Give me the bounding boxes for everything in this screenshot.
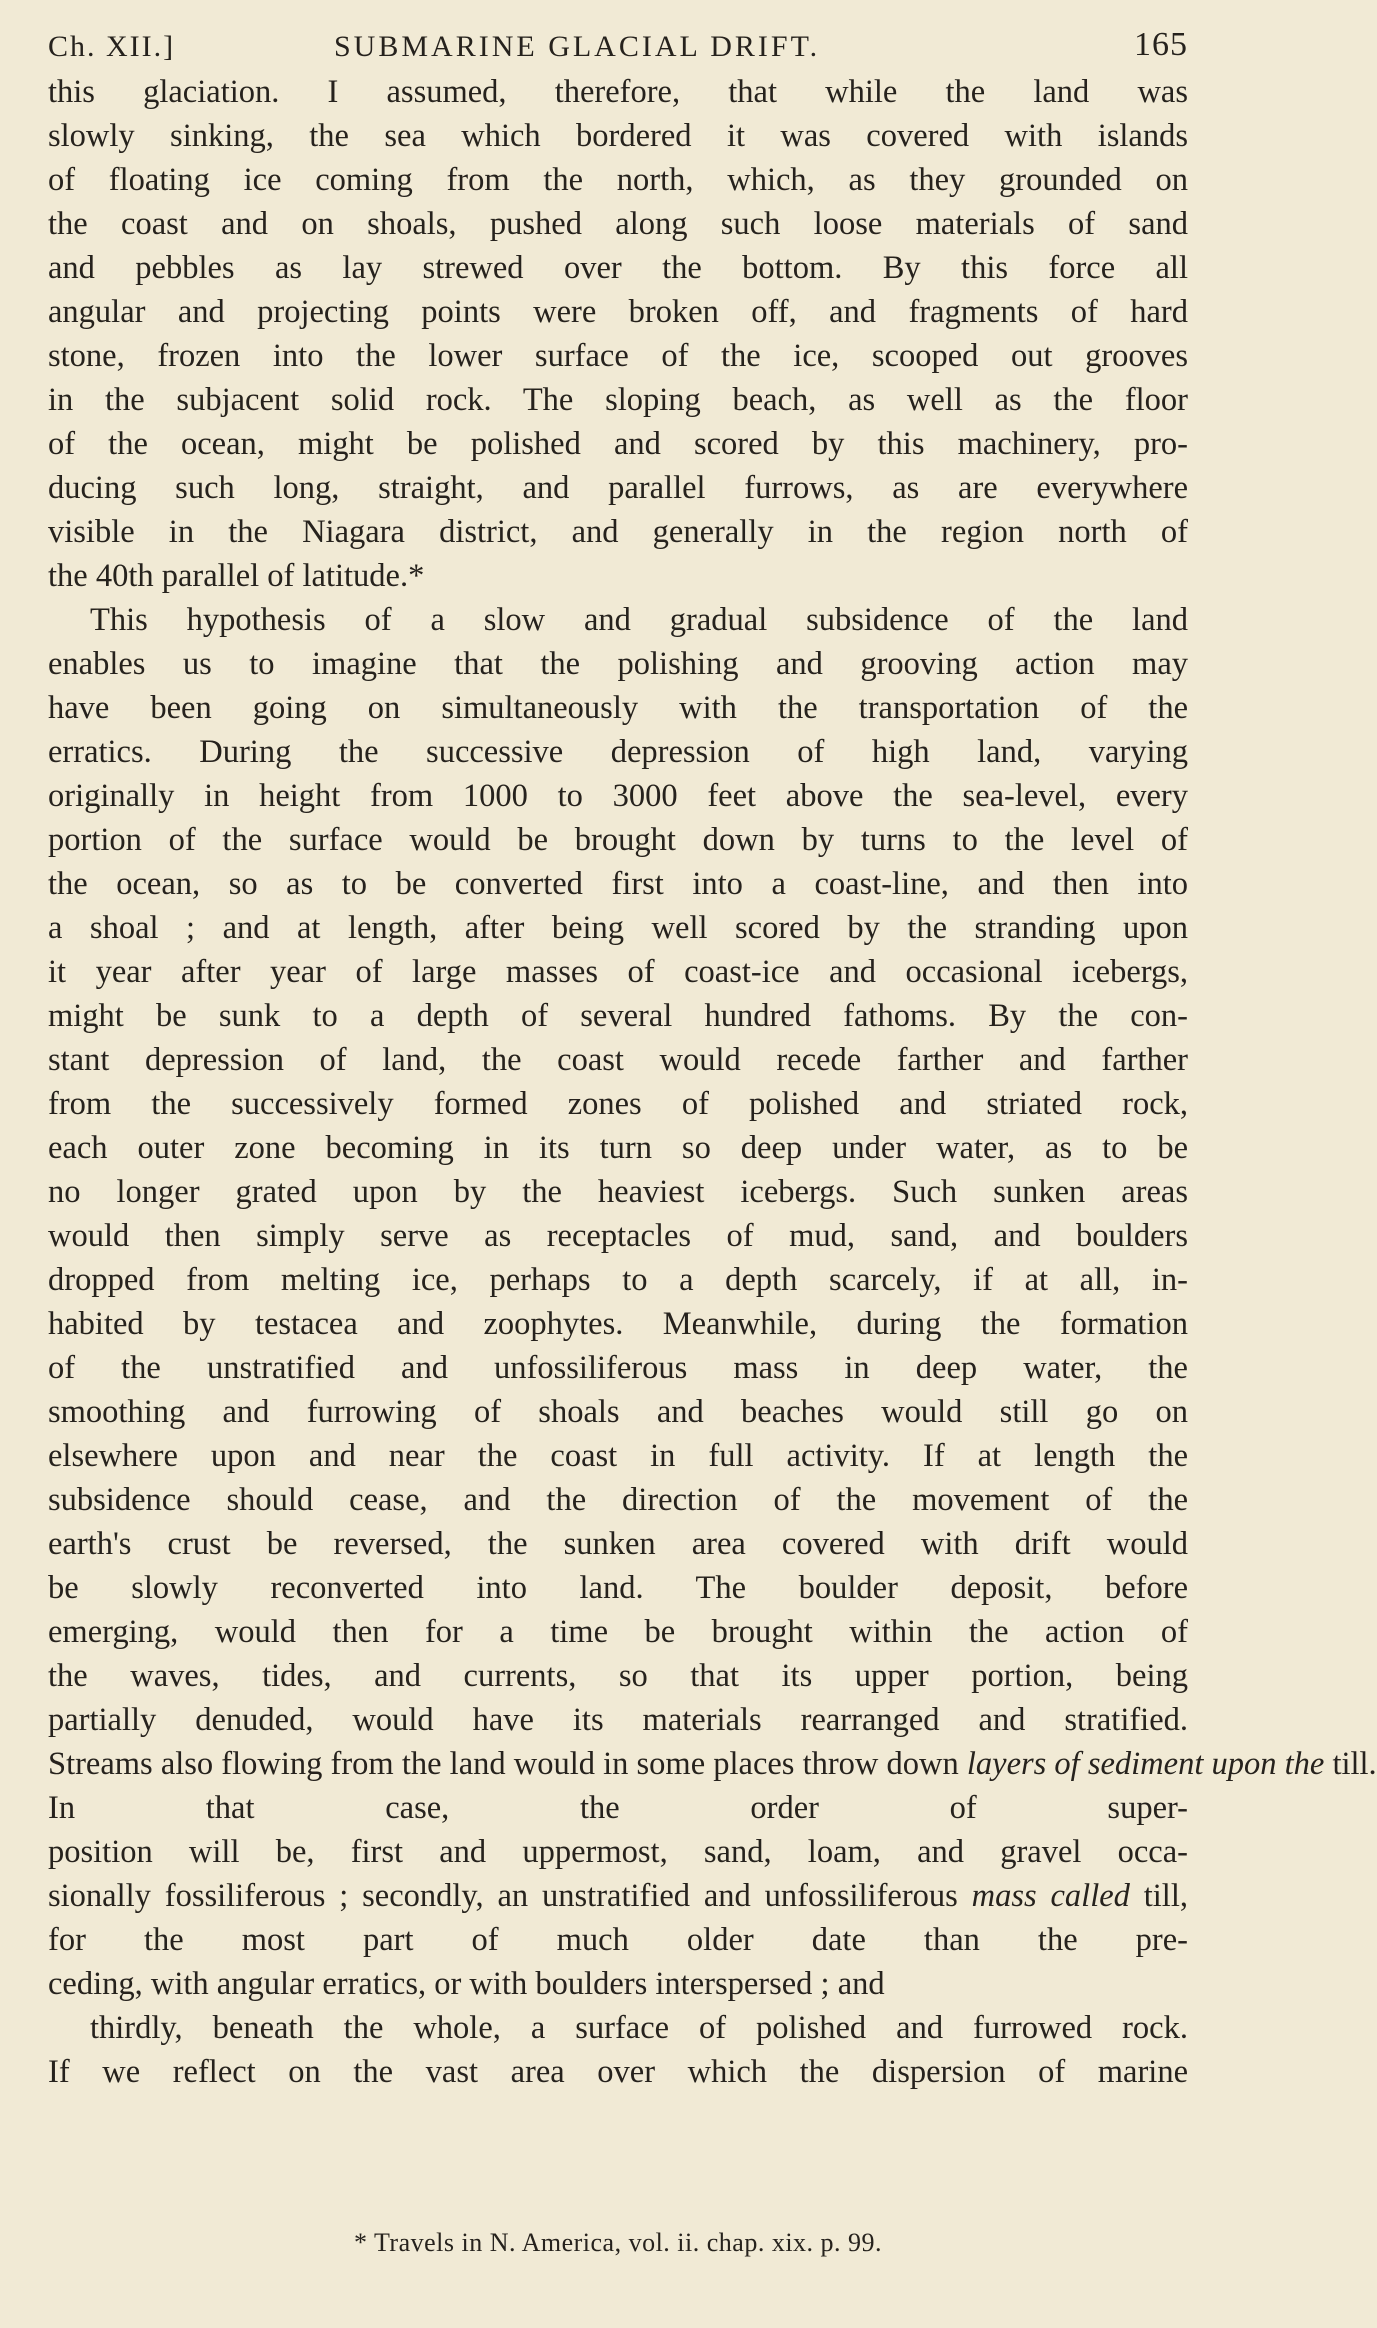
text-line: the 40th parallel of latitude.* (48, 558, 425, 594)
text-line: earth's crust be reversed, the sunken area covered with drift would (48, 1526, 1188, 1562)
text-line: sionally fossiliferous ; secondly, an unstratified and unfossiliferous mass called till, (48, 1878, 1188, 1914)
text-line: partially denuded, would have its materials rearranged and stratified. (48, 1702, 1188, 1738)
text-line: emerging, would then for a time be brought within the action of (48, 1614, 1188, 1650)
book-page (48, 22, 1377, 2312)
chapter-label: Ch. XII.] (48, 30, 176, 63)
italic-term: layers of sediment upon the (966, 1746, 1325, 1782)
text-line: This hypothesis of a slow and gradual subsidence of the land (90, 602, 1188, 638)
running-head (48, 22, 1188, 70)
text-line: elsewhere upon and near the coast in full activity. If at length the (48, 1438, 1188, 1474)
text-line: of the unstratified and unfossiliferous mass in deep water, the (48, 1350, 1188, 1386)
footnote: * Travels in N. America, vol. ii. chap. xix. p. 99. (353, 2228, 883, 2257)
text-line: have been going on simultaneously with the transportation of the (48, 690, 1188, 726)
body-text (48, 70, 1377, 2094)
text-line: Streams also flowing from the land would in some places throw down layers of sediment upon the till. (48, 1746, 1377, 1782)
text-line: habited by testacea and zoophytes. Meanwhile, during the formation (48, 1306, 1188, 1342)
text-line: the coast and on shoals, pushed along such loose materials of sand (48, 206, 1188, 242)
text-line: each outer zone becoming in its turn so deep under water, as to be (48, 1130, 1188, 1166)
text-line: enables us to imagine that the polishing and grooving action may (48, 646, 1188, 682)
text-line: the waves, tides, and currents, so that its upper portion, being (48, 1658, 1188, 1694)
page-number: 165 (1134, 26, 1188, 63)
text-line: it year after year of large masses of coast-ice and occasional icebergs, (48, 954, 1188, 990)
text-line: originally in height from 1000 to 3000 feet above the sea-level, every (48, 778, 1188, 814)
text-line: thirdly, beneath the whole, a surface of polished and furrowed rock. (90, 2010, 1188, 2046)
text-line: in the subjacent solid rock. The sloping beach, as well as the floor (48, 382, 1188, 418)
text-line: no longer grated upon by the heaviest icebergs. Such sunken areas (48, 1174, 1188, 1210)
italic-term: mass called (971, 1878, 1130, 1914)
text-line: portion of the surface would be brought down by turns to the level of (48, 822, 1188, 858)
running-title: SUBMARINE GLACIAL DRIFT. (334, 30, 821, 63)
text-line: of the ocean, might be polished and scored by this machinery, pro- (48, 426, 1188, 462)
text-line: position will be, first and uppermost, sand, loam, and gravel occa- (48, 1834, 1188, 1870)
text-line: the ocean, so as to be converted first into a coast-line, and then into (48, 866, 1188, 902)
text-line: a shoal ; and at length, after being well scored by the stranding upon (48, 910, 1188, 946)
text-line: of floating ice coming from the north, which, as they grounded on (48, 162, 1188, 198)
text-line: might be sunk to a depth of several hundred fathoms. By the con- (48, 998, 1188, 1034)
text-line: stone, frozen into the lower surface of the ice, scooped out grooves (48, 338, 1188, 374)
text-line: stant depression of land, the coast would recede farther and farther (48, 1042, 1188, 1078)
text-line: angular and projecting points were broken off, and fragments of hard (48, 294, 1188, 330)
text-line: would then simply serve as receptacles of mud, sand, and boulders (48, 1218, 1188, 1254)
text-line: ducing such long, straight, and parallel furrows, as are everywhere (48, 470, 1188, 506)
text-line: In that case, the order of super- (48, 1790, 1188, 1826)
text-line: for the most part of much older date than the pre- (48, 1922, 1188, 1958)
text-line: and pebbles as lay strewed over the bottom. By this force all (48, 250, 1188, 286)
text-line: subsidence should cease, and the direction of the movement of the (48, 1482, 1188, 1518)
text-line: this glaciation. I assumed, therefore, that while the land was (48, 74, 1188, 110)
text-line: be slowly reconverted into land. The boulder deposit, before (48, 1570, 1188, 1606)
text-line: If we reflect on the vast area over which the dispersion of marine (48, 2054, 1188, 2090)
text-line: visible in the Niagara district, and generally in the region north of (48, 514, 1188, 550)
text-line: ceding, with angular erratics, or with boulders interspersed ; and (48, 1966, 885, 2002)
text-line: slowly sinking, the sea which bordered it was covered with islands (48, 118, 1188, 154)
text-line: dropped from melting ice, perhaps to a depth scarcely, if at all, in- (48, 1262, 1188, 1298)
text-line: smoothing and furrowing of shoals and beaches would still go on (48, 1394, 1188, 1430)
text-line: erratics. During the successive depression of high land, varying (48, 734, 1188, 770)
text-line: from the successively formed zones of polished and striated rock, (48, 1086, 1188, 1122)
